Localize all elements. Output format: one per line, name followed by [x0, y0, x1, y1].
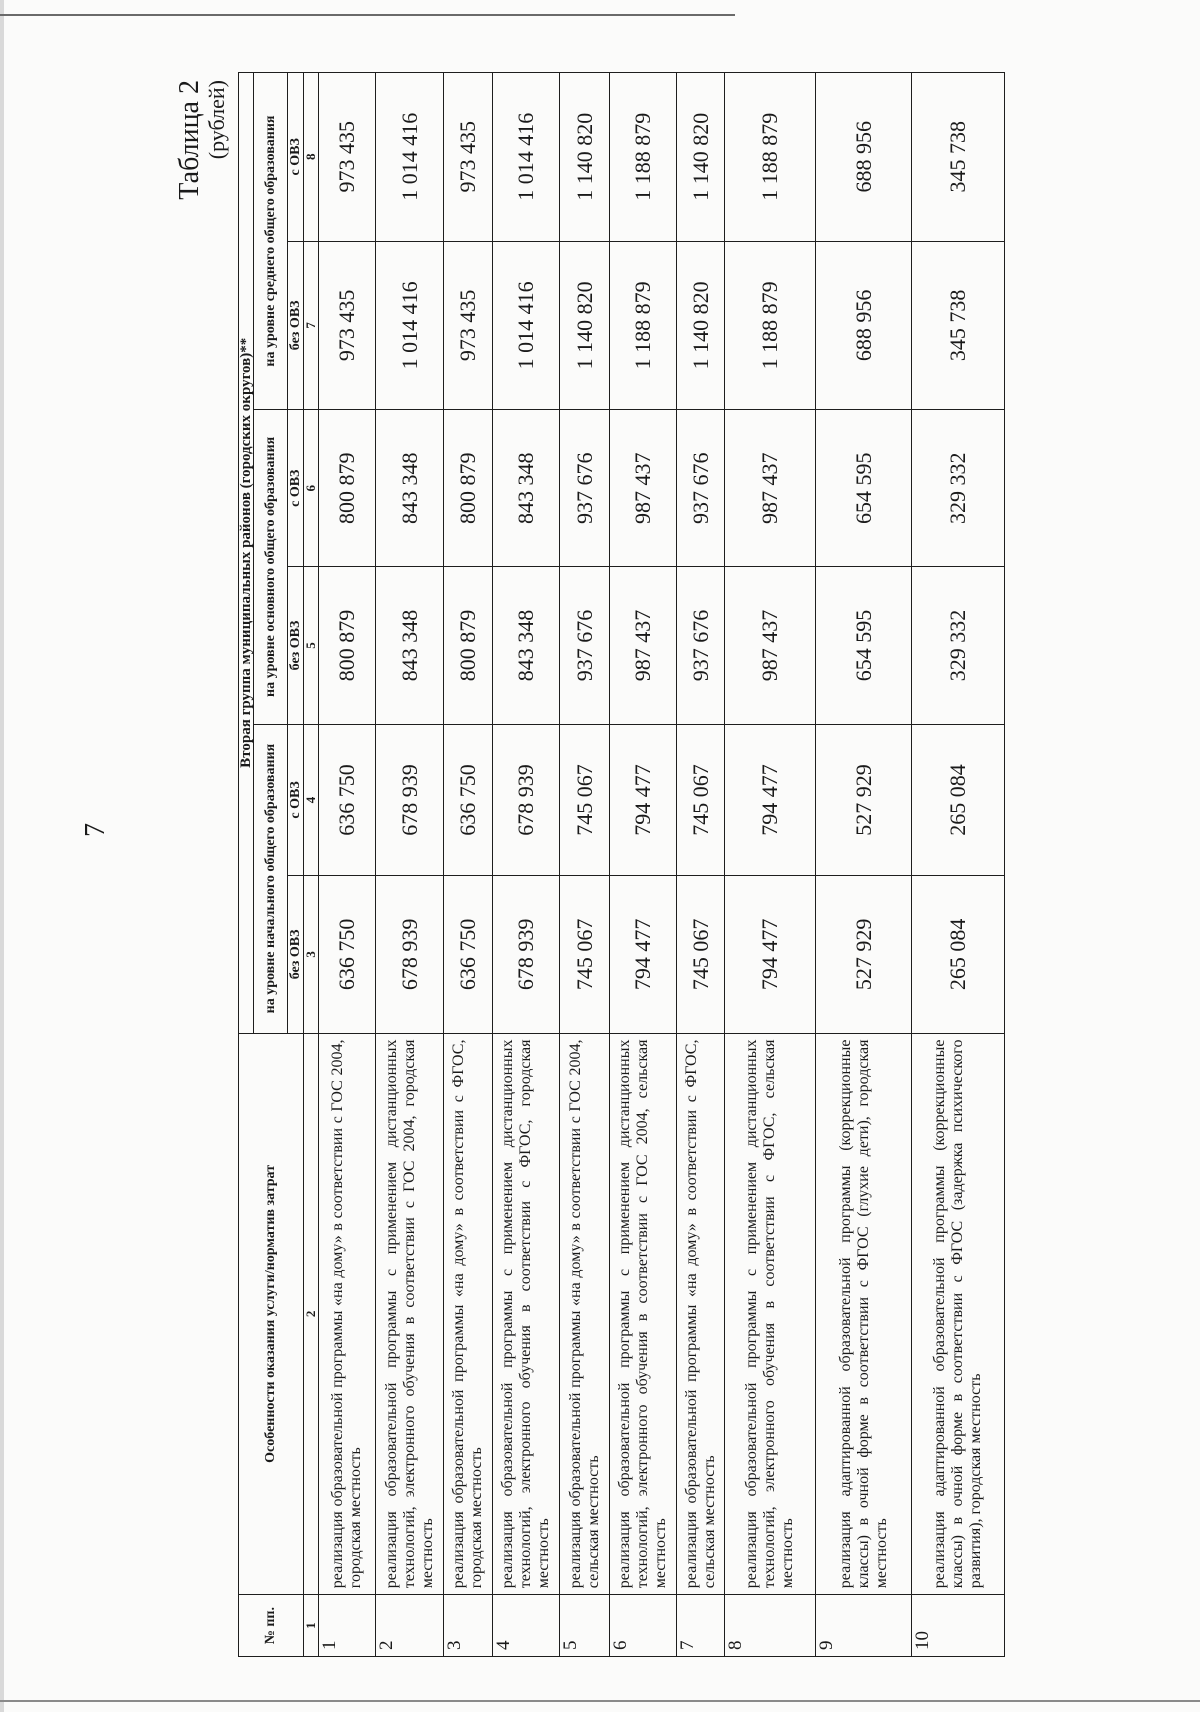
table-title: Таблица 2	[174, 80, 205, 200]
value-primary-with-ovz: 636 750	[444, 724, 493, 876]
value-secondary-without-ovz: 1 014 416	[493, 241, 560, 410]
value-secondary-with-ovz: 1 140 820	[560, 73, 610, 242]
column-number: 5	[304, 567, 319, 724]
value-secondary-without-ovz: 345 738	[912, 241, 1005, 410]
table-row	[444, 73, 493, 1657]
row-number: 8	[725, 1595, 816, 1657]
header-with-ovz: с ОВЗ	[288, 724, 304, 876]
column-number: 7	[304, 241, 319, 410]
value-secondary-without-ovz: 973 435	[319, 241, 376, 410]
value-primary-with-ovz: 265 084	[912, 724, 1005, 876]
value-primary-without-ovz: 745 067	[560, 876, 610, 1033]
value-primary-without-ovz: 794 477	[725, 876, 816, 1033]
row-number: 10	[912, 1595, 1005, 1657]
value-basic-with-ovz: 987 437	[610, 410, 677, 567]
value-basic-with-ovz: 329 332	[912, 410, 1005, 567]
header-without-ovz: без ОВЗ	[288, 241, 304, 410]
value-secondary-without-ovz: 1 014 416	[376, 241, 444, 410]
value-basic-without-ovz: 987 437	[725, 567, 816, 724]
row-description: реализация образовательной программы «на дому» в соответствии с ГОС 2004, городская местность	[319, 1033, 376, 1595]
value-basic-with-ovz: 843 348	[493, 410, 560, 567]
value-primary-with-ovz: 745 067	[677, 724, 725, 876]
value-basic-without-ovz: 937 676	[560, 567, 610, 724]
value-secondary-with-ovz: 973 435	[444, 73, 493, 242]
row-description: реализация образовательной программы с применением дистанционных технологий, электронного обучения в соответствии с ГОС 2004, сельская местность	[610, 1033, 677, 1595]
value-secondary-with-ovz: 688 956	[816, 73, 912, 242]
value-basic-with-ovz: 654 595	[816, 410, 912, 567]
value-basic-without-ovz: 843 348	[376, 567, 444, 724]
value-primary-without-ovz: 678 939	[376, 876, 444, 1033]
header-group: Вторая группа муниципальных районов (городских округов)**	[239, 73, 254, 1034]
value-secondary-without-ovz: 1 140 820	[560, 241, 610, 410]
header-with-ovz: с ОВЗ	[288, 73, 304, 242]
value-primary-without-ovz: 678 939	[493, 876, 560, 1033]
value-secondary-with-ovz: 1 014 416	[493, 73, 560, 242]
header-level-basic: на уровне основного общего образования	[254, 410, 288, 725]
value-basic-with-ovz: 937 676	[560, 410, 610, 567]
value-basic-with-ovz: 987 437	[725, 410, 816, 567]
row-description: реализация образовательной программы с применением дистанционных технологий, электронного обучения в соответствии с ГОС 2004, городская местность	[376, 1033, 444, 1595]
row-description: реализация образовательной программы «на дому» в соответствии с ФГОС, сельская местность	[677, 1033, 725, 1595]
row-description: реализация образовательной программы «на дому» в соответствии с ФГОС, городская местность	[444, 1033, 493, 1595]
column-number: 3	[304, 876, 319, 1033]
value-basic-without-ovz: 800 879	[444, 567, 493, 724]
value-primary-without-ovz: 527 929	[816, 876, 912, 1033]
value-secondary-with-ovz: 345 738	[912, 73, 1005, 242]
value-basic-without-ovz: 987 437	[610, 567, 677, 724]
table-row	[725, 73, 816, 1657]
value-secondary-without-ovz: 1 188 879	[725, 241, 816, 410]
value-secondary-with-ovz: 1 188 879	[610, 73, 677, 242]
table-units: (рублей)	[204, 80, 229, 160]
value-primary-with-ovz: 527 929	[816, 724, 912, 876]
value-basic-without-ovz: 843 348	[493, 567, 560, 724]
value-secondary-without-ovz: 973 435	[444, 241, 493, 410]
table-row	[610, 73, 677, 1657]
header-feature: Особенности оказания услуги/норматив затрат	[239, 1033, 304, 1595]
cost-norm-table	[238, 72, 1005, 1657]
value-basic-with-ovz: 937 676	[677, 410, 725, 567]
row-number: 3	[444, 1595, 493, 1657]
value-primary-with-ovz: 794 477	[610, 724, 677, 876]
table-row	[677, 73, 725, 1657]
value-secondary-with-ovz: 1 140 820	[677, 73, 725, 242]
value-secondary-without-ovz: 1 140 820	[677, 241, 725, 410]
value-basic-with-ovz: 800 879	[444, 410, 493, 567]
header-with-ovz: с ОВЗ	[288, 410, 304, 567]
value-primary-with-ovz: 636 750	[319, 724, 376, 876]
table-row	[493, 73, 560, 1657]
table-row	[376, 73, 444, 1657]
row-number: 4	[493, 1595, 560, 1657]
value-basic-with-ovz: 843 348	[376, 410, 444, 567]
value-primary-with-ovz: 678 939	[376, 724, 444, 876]
row-number: 2	[376, 1595, 444, 1657]
value-basic-with-ovz: 800 879	[319, 410, 376, 567]
value-primary-with-ovz: 794 477	[725, 724, 816, 876]
value-secondary-without-ovz: 1 188 879	[610, 241, 677, 410]
value-basic-without-ovz: 654 595	[816, 567, 912, 724]
value-primary-without-ovz: 745 067	[677, 876, 725, 1033]
value-secondary-with-ovz: 1 188 879	[725, 73, 816, 242]
column-number: 2	[304, 1033, 319, 1595]
value-primary-without-ovz: 636 750	[444, 876, 493, 1033]
table-row	[816, 73, 912, 1657]
value-basic-without-ovz: 800 879	[319, 567, 376, 724]
value-primary-with-ovz: 745 067	[560, 724, 610, 876]
column-number-row	[304, 73, 319, 1657]
row-description: реализация адаптированной образовательной программы (коррекционные классы) в очной форме в соответствии с ФГОС (глухие дети), городская местность	[816, 1033, 912, 1595]
value-primary-without-ovz: 636 750	[319, 876, 376, 1033]
table-row	[319, 73, 376, 1657]
row-number: 7	[677, 1595, 725, 1657]
header-num: № пп.	[239, 1595, 304, 1657]
table-caption	[176, 80, 230, 200]
row-number: 9	[816, 1595, 912, 1657]
value-secondary-with-ovz: 973 435	[319, 73, 376, 242]
header-without-ovz: без ОВЗ	[288, 567, 304, 724]
header-without-ovz: без ОВЗ	[288, 876, 304, 1033]
row-number: 1	[319, 1595, 376, 1657]
page-number: 7	[80, 823, 111, 837]
row-number: 5	[560, 1595, 610, 1657]
value-secondary-without-ovz: 688 956	[816, 241, 912, 410]
row-number: 6	[610, 1595, 677, 1657]
row-description: реализация адаптированной образовательной программы (коррекционные классы) в очной форме в соответствии с ФГОС (задержка психического развития), городская местность	[912, 1033, 1005, 1595]
value-basic-without-ovz: 937 676	[677, 567, 725, 724]
value-secondary-with-ovz: 1 014 416	[376, 73, 444, 242]
header-level-primary: на уровне начального общего образования	[254, 724, 288, 1033]
column-number: 8	[304, 73, 319, 242]
value-primary-with-ovz: 678 939	[493, 724, 560, 876]
value-basic-without-ovz: 329 332	[912, 567, 1005, 724]
row-description: реализация образовательной программы «на дому» в соответствии с ГОС 2004, сельская местность	[560, 1033, 610, 1595]
row-description: реализация образовательной программы с применением дистанционных технологий, электронного обучения в соответствии с ФГОС, сельская местность	[725, 1033, 816, 1595]
column-number: 6	[304, 410, 319, 567]
value-primary-without-ovz: 794 477	[610, 876, 677, 1033]
table-row	[560, 73, 610, 1657]
value-primary-without-ovz: 265 084	[912, 876, 1005, 1033]
table-row	[912, 73, 1005, 1657]
column-number: 1	[304, 1595, 319, 1657]
column-number: 4	[304, 724, 319, 876]
row-description: реализация образовательной программы с применением дистанционных технологий, электронного обучения в соответствии с ФГОС, городская местность	[493, 1033, 560, 1595]
header-level-secondary: на уровне среднего общего образования	[254, 73, 288, 410]
